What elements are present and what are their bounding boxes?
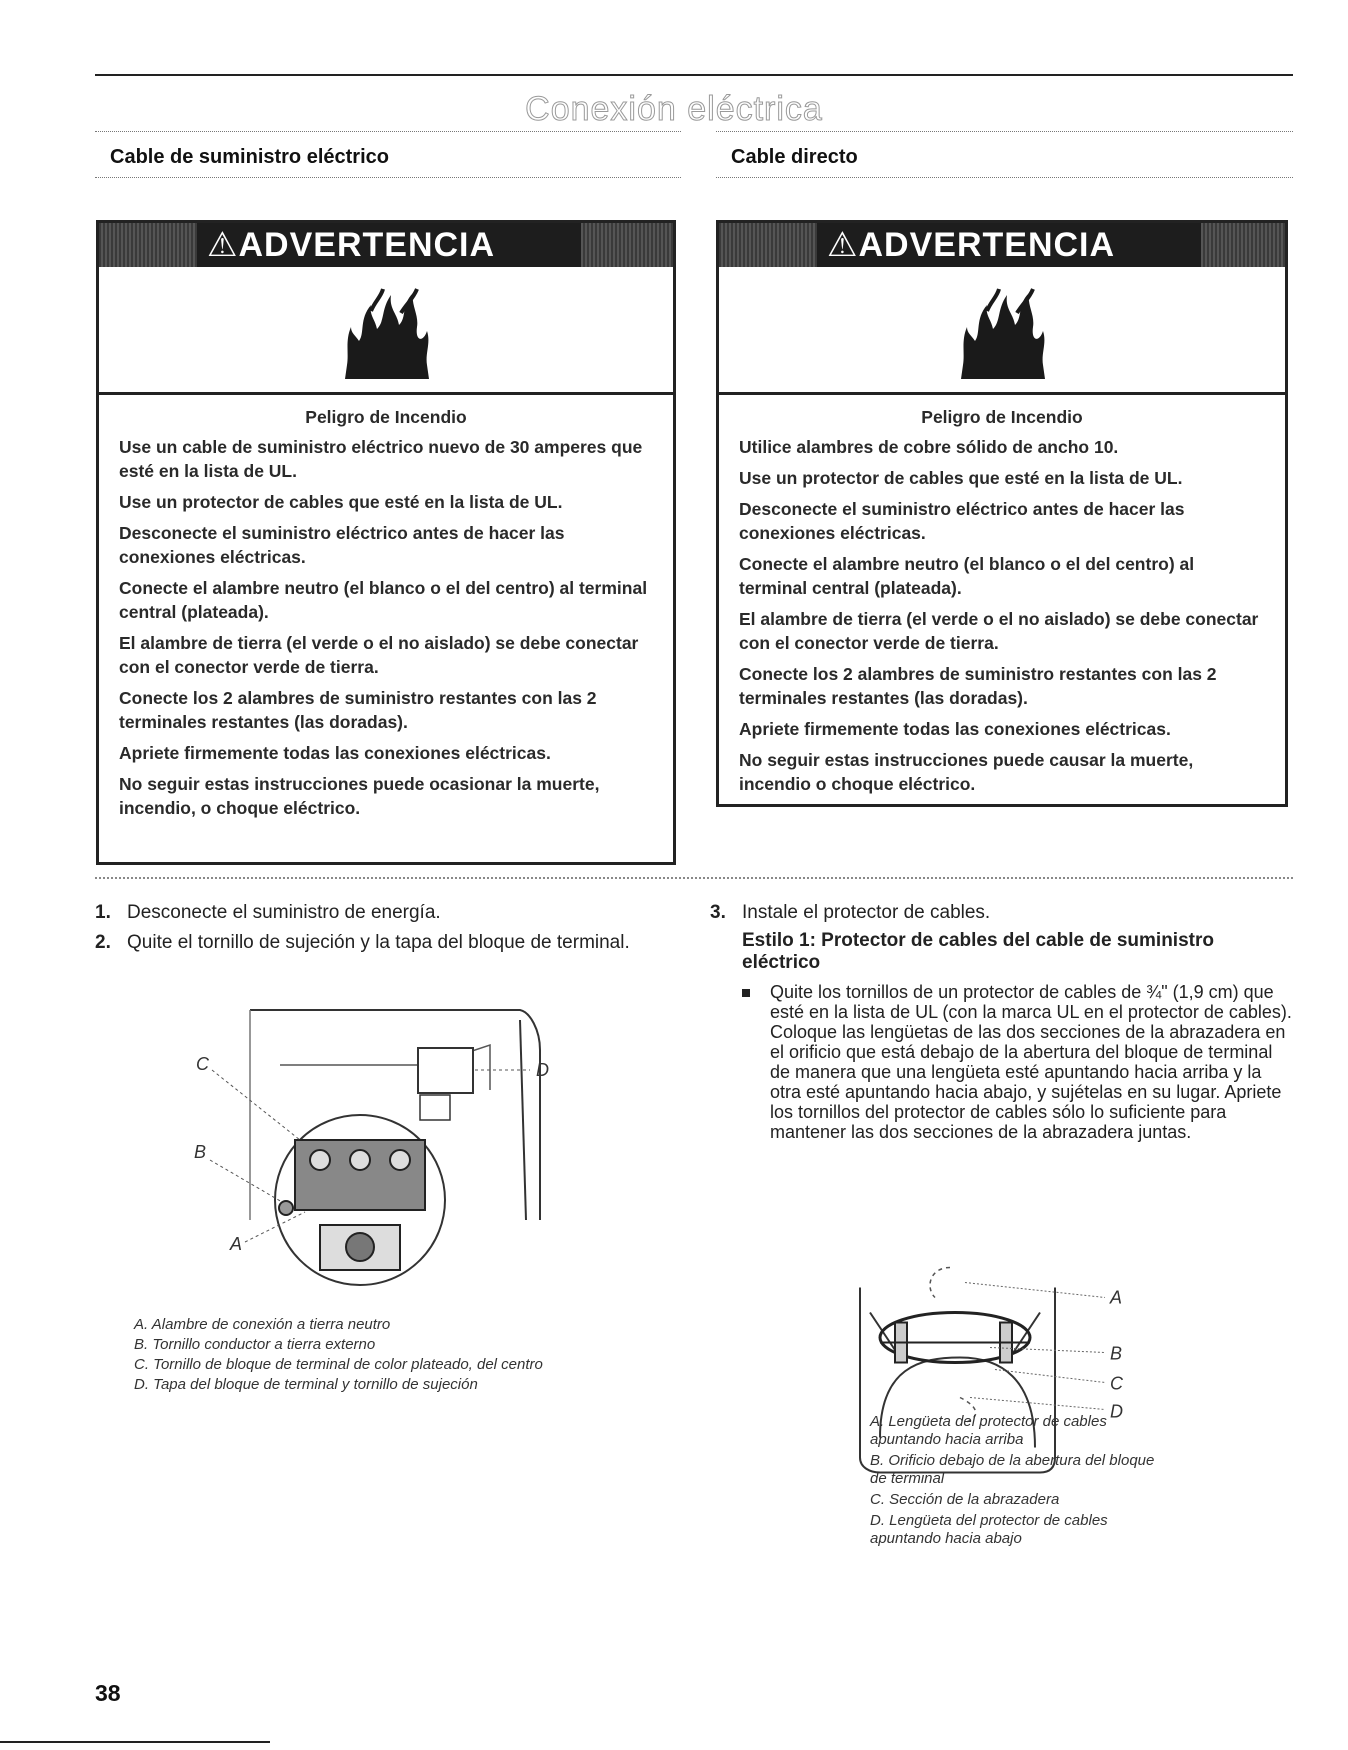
page-number: 38 xyxy=(95,1680,121,1706)
style-1-heading: Estilo 1: Protector de cables del cable de suministro eléctrico xyxy=(742,930,1214,973)
figure-label-a: A xyxy=(1110,1287,1123,1308)
figure-legend-left xyxy=(134,1315,694,1395)
figure-legend-right xyxy=(870,1413,1170,1551)
warning-line: Apriete firmemente todas las conexiones eléctricas. xyxy=(739,719,1171,739)
warning-box-power-cord xyxy=(96,220,676,865)
warning-triangle-icon: ⚠ xyxy=(207,226,239,264)
legend-item: C. Sección de la abrazadera xyxy=(870,1491,1060,1508)
fire-hazard-icon xyxy=(957,283,1049,383)
top-rule xyxy=(95,74,1293,76)
fire-hazard-icon xyxy=(341,283,433,383)
warning-label: ⚠ADVERTENCIA xyxy=(817,223,1201,267)
bullet-item: Quite los tornillos de un protector de cables de ¾" (1,9 cm) que esté en la lista de UL (con la marca UL en el protector de cables). Coloque las lengüetas de las dos secciones de la abrazadera en el orificio que está debajo de la abertura del bloque de terminal de manera que una lengüeta esté apuntando hacia arriba y la otra esté apuntando hacia abajo, y sujételas en su lugar. Apriete los tornillos del protector de cables sólo lo suficiente para mantener las dos secciones de la abrazadera juntas. xyxy=(742,982,1296,1142)
warning-line: El alambre de tierra (el verde o el no aislado) se debe conectar con el conector verde de tierra. xyxy=(739,609,1259,653)
warning-text xyxy=(739,405,1265,803)
warning-line: Use un cable de suministro eléctrico nuevo de 30 amperes que esté en la lista de UL. xyxy=(119,437,643,481)
warning-icon-area xyxy=(719,267,1285,395)
legend-item: A. Lengüeta del protector de cables apuntando hacia arriba xyxy=(870,1413,1107,1448)
warning-line: No seguir estas instrucciones puede ocasionar la muerte, incendio, o choque eléctrico. xyxy=(119,774,600,818)
page-title: Conexión eléctrica xyxy=(525,90,823,128)
warning-line: El alambre de tierra (el verde o el no aislado) se debe conectar con el conector verde de tierra. xyxy=(119,633,639,677)
warning-label: ⚠ADVERTENCIA xyxy=(197,223,581,267)
section-heading-power-cord: Cable de suministro eléctrico xyxy=(95,131,681,178)
warning-line: Desconecte el suministro eléctrico antes de hacer las conexiones eléctricas. xyxy=(119,523,565,567)
figure-label-d: D xyxy=(536,1060,549,1080)
warning-text xyxy=(119,405,653,827)
step-3: 3. Instale el protector de cables. xyxy=(710,902,991,923)
warning-line: Use un protector de cables que esté en la lista de UL. xyxy=(739,468,1183,488)
warning-line: Utilice alambres de cobre sólido de ancho 10. xyxy=(739,437,1119,457)
warning-box-direct-wire xyxy=(716,220,1288,807)
warning-line: Apriete firmemente todas las conexiones eléctricas. xyxy=(119,743,551,763)
legend-item: B. Tornillo conductor a tierra externo xyxy=(134,1336,376,1353)
section-heading-direct-wire: Cable directo xyxy=(716,131,1293,178)
warning-line: No seguir estas instrucciones puede causar la muerte, incendio o choque eléctrico. xyxy=(739,750,1194,794)
figure-label-d: D xyxy=(1110,1401,1123,1422)
figure-label-c: C xyxy=(196,1054,209,1074)
warning-line: Conecte el alambre neutro (el blanco o el del centro) al terminal central (plateada). xyxy=(739,554,1195,598)
warning-line: Conecte el alambre neutro (el blanco o el del centro) al terminal central (plateada). xyxy=(119,578,648,622)
warning-line: Desconecte el suministro eléctrico antes de hacer las conexiones eléctricas. xyxy=(739,499,1185,543)
hazard-title: Peligro de Incendio xyxy=(921,407,1083,427)
legend-item: C. Tornillo de bloque de terminal de color plateado, del centro xyxy=(134,1356,543,1373)
legend-item: D. Tapa del bloque de terminal y tornillo de sujeción xyxy=(134,1376,478,1393)
warning-triangle-icon: ⚠ xyxy=(827,226,859,264)
warning-line: Conecte los 2 alambres de suministro restantes con las 2 terminales restantes (las doradas). xyxy=(739,664,1217,708)
terminal-block-figure xyxy=(190,990,630,1310)
legend-item: D. Lengüeta del protector de cables apuntando hacia abajo xyxy=(870,1512,1108,1547)
warning-icon-area xyxy=(99,267,673,395)
strain-relief-figure xyxy=(840,1070,1140,1422)
figure-label-c: C xyxy=(1110,1373,1123,1394)
figure-label-a: A xyxy=(230,1234,243,1254)
figure-label-b: B xyxy=(1110,1343,1123,1364)
figure-label-b: B xyxy=(194,1142,207,1162)
hazard-title: Peligro de Incendio xyxy=(305,407,467,427)
legend-item: A. Alambre de conexión a tierra neutro xyxy=(134,1316,391,1333)
steps-left xyxy=(95,900,675,960)
warning-line: Conecte los 2 alambres de suministro restantes con las 2 terminales restantes (las doradas). xyxy=(119,688,597,732)
step-2: 2. Quite el tornillo de sujeción y la tapa del bloque de terminal. xyxy=(95,932,630,953)
bottom-rule xyxy=(0,1741,270,1743)
bullet-square-icon xyxy=(742,989,750,997)
legend-item: B. Orificio debajo de la abertura del bloque de terminal xyxy=(870,1452,1155,1487)
warning-line: Use un protector de cables que esté en la lista de UL. xyxy=(119,492,563,512)
step-1: 1. Desconecte el suministro de energía. xyxy=(95,902,441,923)
section-divider xyxy=(95,877,1293,879)
